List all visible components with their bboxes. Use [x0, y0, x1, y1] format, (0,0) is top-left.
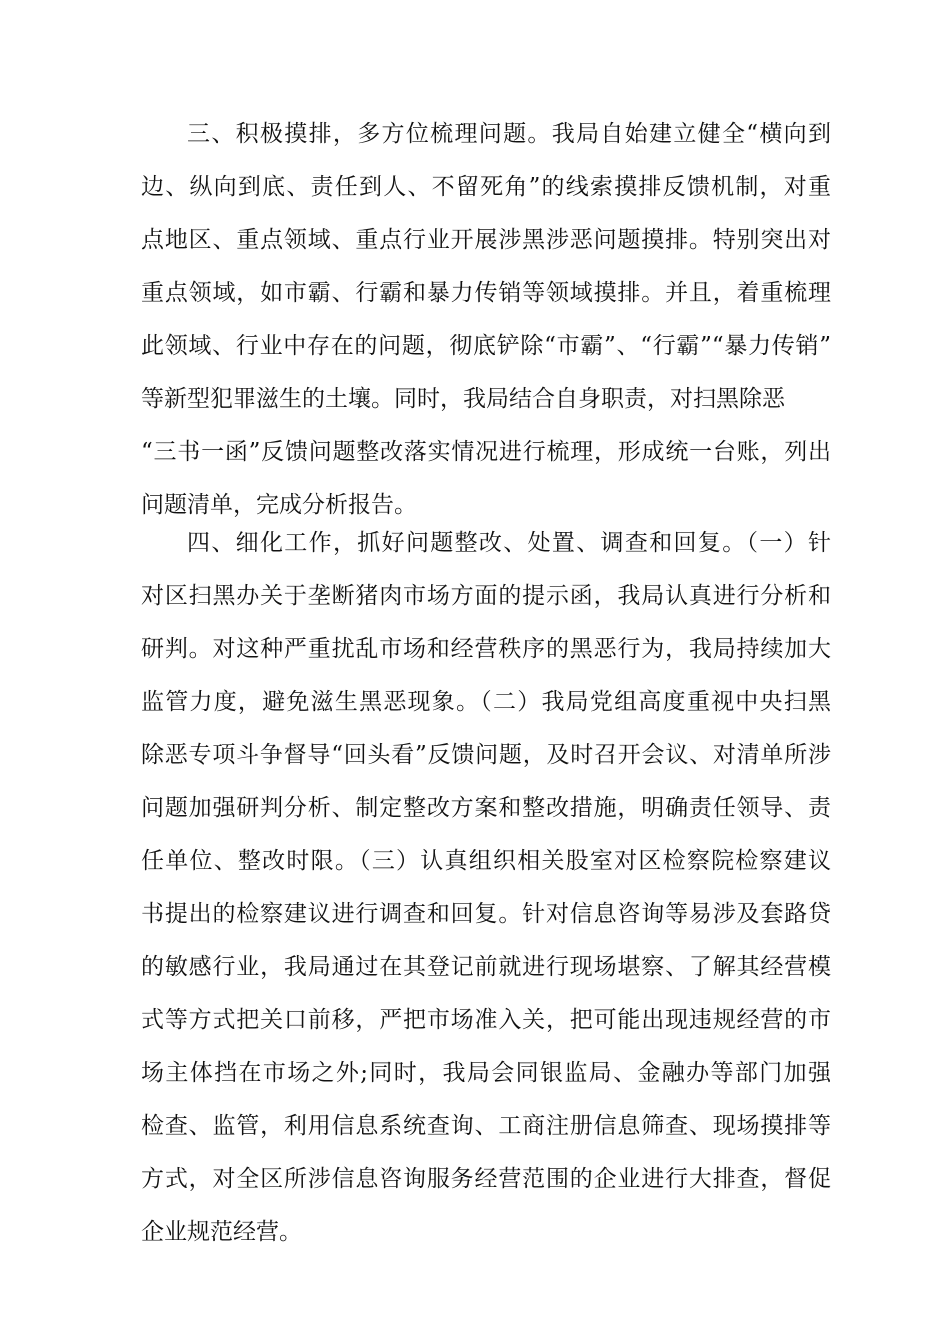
- paragraph-line: 等新型犯罪滋生的土壤。同时，我局结合自身职责，对扫黑除恶: [141, 386, 785, 412]
- paragraph-line: 检查、监管，利用信息系统查询、工商注册信息筛查、现场摸排等: [141, 1113, 831, 1139]
- paragraph-line: 三、积极摸排，多方位梳理问题。我局自始建立健全“横向到: [187, 121, 831, 147]
- paragraph-line: 任单位、整改时限。（三）认真组织相关股室对区检察院检察建议: [141, 848, 831, 874]
- paragraph-line: 书提出的检察建议进行调查和回复。针对信息咨询等易涉及套路贷: [141, 901, 831, 927]
- paragraph-line: “三书一函”反馈问题整改落实情况进行梳理，形成统一台账，列出: [141, 439, 831, 465]
- paragraph-line: 研判。对这种严重扰乱市场和经营秩序的黑恶行为，我局持续加大: [141, 636, 831, 662]
- paragraph-line: 问题清单，完成分析报告。: [141, 492, 417, 518]
- paragraph-line: 方式，对全区所涉信息咨询服务经营范围的企业进行大排查，督促: [141, 1166, 831, 1192]
- paragraph-line: 监管力度，避免滋生黑恶现象。（二）我局党组高度重视中央扫黑: [141, 689, 831, 715]
- paragraph-line: 边、纵向到底、责任到人、不留死角”的线索摸排反馈机制，对重: [141, 174, 831, 200]
- paragraph-line: 此领域、行业中存在的问题，彻底铲除“市霸”、“行霸”“暴力传销”: [141, 333, 831, 359]
- paragraph-line: 除恶专项斗争督导“回头看”反馈问题，及时召开会议、对清单所涉: [141, 742, 831, 768]
- paragraph-line: 场主体挡在市场之外;同时，我局会同银监局、金融办等部门加强: [141, 1060, 831, 1086]
- paragraph-line: 重点领域，如市霸、行霸和暴力传销等领域摸排。并且，着重梳理: [141, 280, 831, 306]
- paragraph-line: 对区扫黑办关于垄断猪肉市场方面的提示函，我局认真进行分析和: [141, 583, 831, 609]
- paragraph-line: 式等方式把关口前移，严把市场准入关，把可能出现违规经营的市: [141, 1007, 831, 1033]
- paragraph-line: 的敏感行业，我局通过在其登记前就进行现场堪察、了解其经营模: [141, 954, 831, 980]
- paragraph-line: 点地区、重点领域、重点行业开展涉黑涉恶问题摸排。特别突出对: [141, 227, 831, 253]
- paragraph-line: 四、细化工作，抓好问题整改、处置、调查和回复。（一）针: [187, 530, 831, 556]
- paragraph-line: 问题加强研判分析、制定整改方案和整改措施，明确责任领导、责: [141, 795, 831, 821]
- paragraph-line: 企业规范经营。: [141, 1219, 302, 1245]
